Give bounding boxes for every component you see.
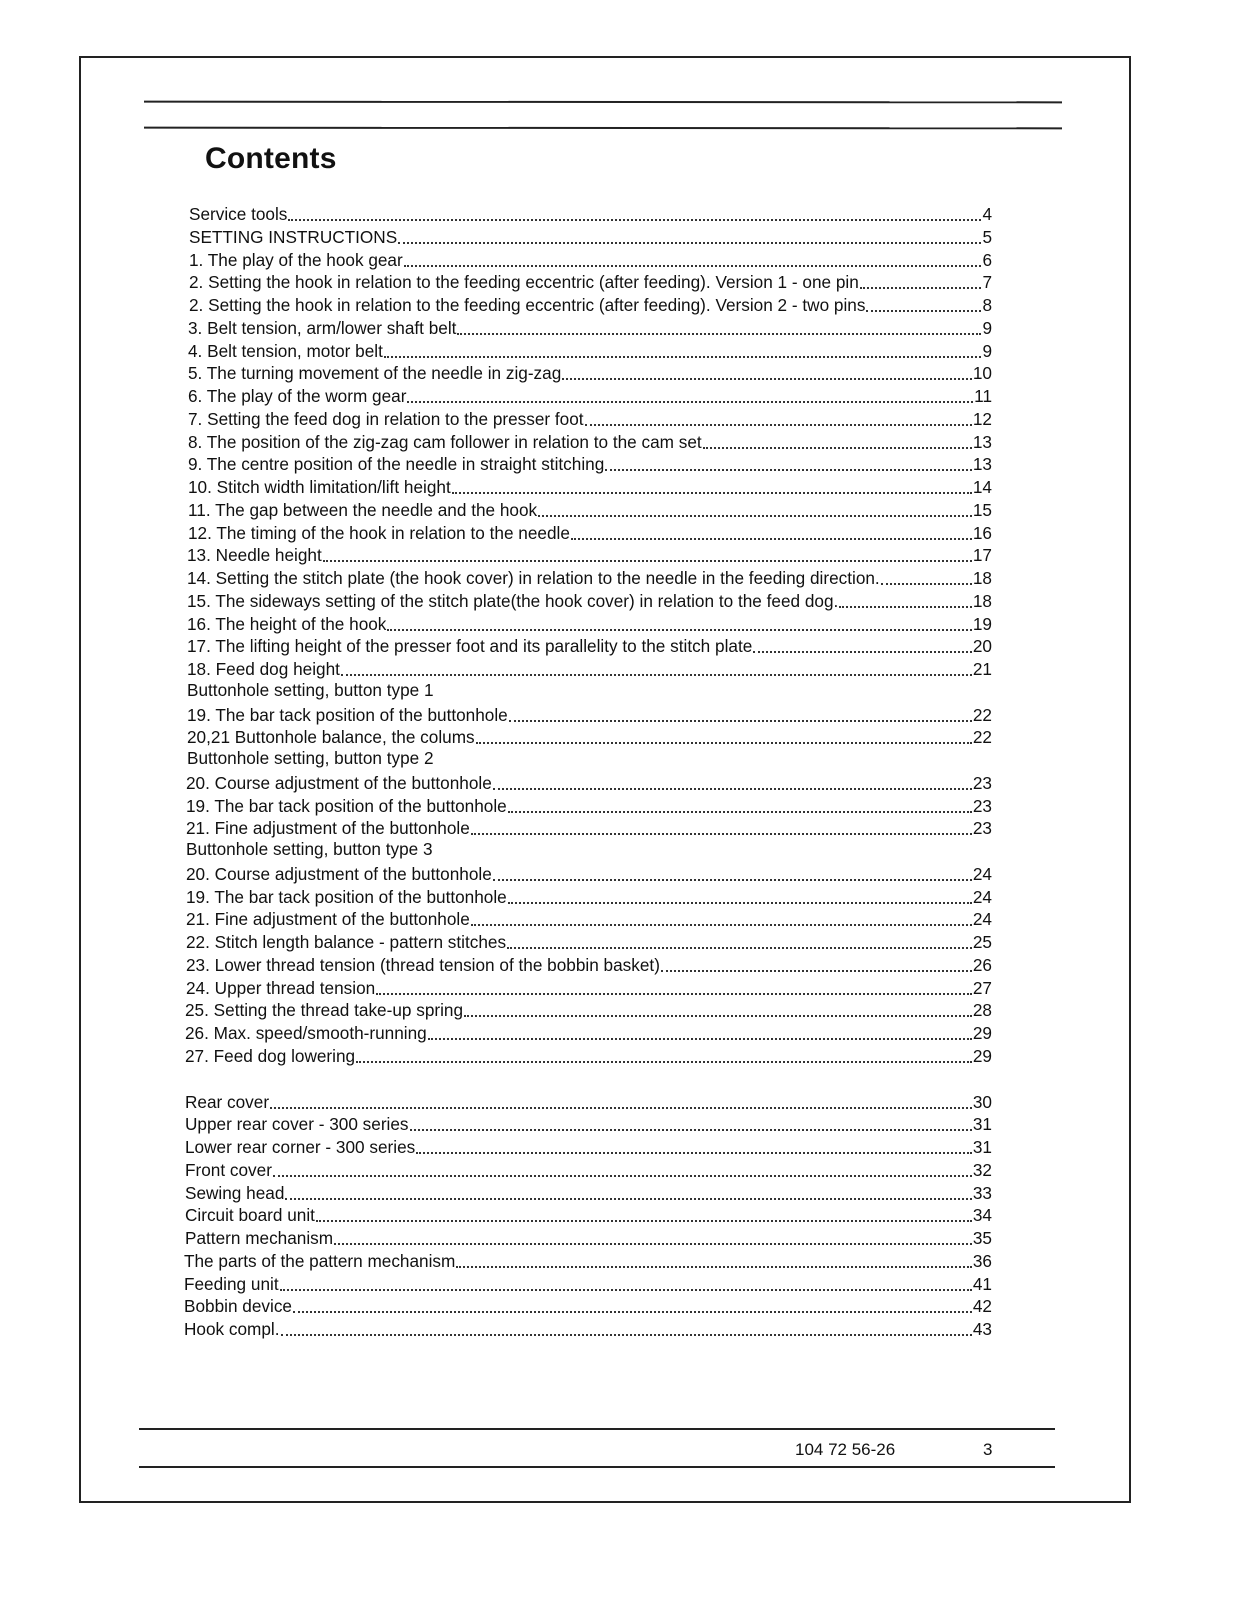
toc-entry-title: 17. The lifting height of the presser foot and its parallelity to the stitch plate [187, 636, 753, 657]
dot-leader [508, 901, 972, 904]
toc-entry-title: Hook compl. [184, 1319, 280, 1339]
toc-entry[interactable] [185, 1181, 992, 1203]
toc-entry-title: Bobbin device [184, 1296, 292, 1317]
page-number: 3 [983, 1440, 993, 1459]
toc-entry-title: 26. Max. speed/smooth-running [185, 1023, 427, 1043]
dot-leader [703, 446, 972, 449]
dot-leader [288, 218, 981, 221]
toc-entry[interactable] [186, 930, 992, 952]
document-number: 104 72 56-26 [795, 1440, 896, 1459]
toc-entry-page: 43 [972, 1319, 992, 1339]
toc-entry-title: 12. The timing of the hook in relation to the needle [188, 522, 570, 543]
toc-entry-page: 26 [972, 954, 992, 975]
toc-entry-title: 2. Setting the hook in relation to the feeding eccentric (after feeding). Version 2 - two pins [189, 295, 866, 315]
dot-leader [323, 559, 972, 562]
toc-entry-page: 12 [972, 408, 992, 429]
toc-entry-page: 34 [972, 1205, 992, 1226]
toc-entry-page: 27 [972, 977, 992, 998]
dot-leader [293, 1310, 972, 1313]
toc-entry-title: 18. Feed dog height [187, 659, 340, 679]
toc-entry[interactable] [188, 452, 992, 474]
toc-entry-page: 11 [974, 386, 992, 406]
dot-leader [585, 423, 972, 426]
toc-entry-title: Circuit board unit [185, 1205, 315, 1226]
toc-entry-page: 6 [982, 249, 992, 270]
dot-leader [881, 582, 972, 585]
toc-entry[interactable] [187, 543, 992, 565]
toc-entry-title: 1. The play of the hook gear [189, 249, 403, 270]
toc-entry[interactable] [188, 430, 992, 452]
toc-entry[interactable] [187, 634, 992, 656]
dot-leader [571, 537, 972, 540]
toc-entry[interactable] [186, 862, 992, 884]
toc-entry-title: Rear cover [185, 1091, 270, 1112]
toc-entry[interactable] [185, 1021, 992, 1043]
toc-entry-title: 6. The play of the worm gear [188, 386, 407, 406]
toc-entry-title: 19. The bar tack position of the buttonhole [187, 704, 508, 725]
dot-leader [407, 400, 973, 403]
toc-entry-title: 8. The position of the zig-zag cam follower in relation to the cam set [188, 431, 702, 452]
toc-entry-page: 15 [972, 499, 992, 520]
toc-entry[interactable] [187, 703, 992, 725]
toc-entry-page: 29 [972, 1045, 992, 1066]
toc-entry-page: 23 [972, 772, 992, 793]
toc-entry-title: 25. Setting the thread take-up spring [185, 1000, 464, 1021]
toc-entry-page: 23 [972, 795, 992, 816]
toc-entry-title: Service tools [189, 204, 288, 224]
toc-entry-title: 23. Lower thread tension (thread tension of the bobbin basket) [186, 954, 660, 975]
toc-entry[interactable] [188, 498, 992, 520]
toc-entry-title: Upper rear cover - 300 series [185, 1114, 409, 1135]
toc-entry-page: 24 [972, 886, 992, 907]
dot-leader [509, 719, 972, 722]
dot-leader [508, 810, 972, 813]
toc-entry-page: 31 [972, 1114, 992, 1135]
toc-entry-page: 28 [972, 1000, 992, 1021]
toc-entry[interactable] [185, 1226, 992, 1248]
toc-entry-title: 20,21 Buttonhole balance, the colums [187, 727, 475, 748]
toc-entry-title: 27. Feed dog lowering [185, 1045, 356, 1066]
toc-entry[interactable] [188, 384, 992, 406]
dot-leader [493, 787, 972, 790]
toc-entry-title: 13. Needle height [187, 545, 322, 566]
dot-leader [273, 1174, 972, 1177]
toc-entry-page: 31 [972, 1137, 992, 1157]
toc-entry-title: Sewing head [185, 1182, 285, 1203]
footer-rule-bottom [139, 1466, 1055, 1468]
toc-entry-page: 14 [972, 477, 992, 497]
toc-entry[interactable] [185, 1135, 992, 1157]
toc-entry-page: 23 [972, 818, 992, 839]
dot-leader [866, 309, 981, 312]
toc-entry-page: 25 [972, 932, 992, 952]
toc-section-heading: Buttonhole setting, button type 2 [187, 748, 434, 768]
toc-entry-page: 42 [972, 1296, 992, 1317]
footer-rule-top [139, 1428, 1055, 1430]
dot-leader [416, 1151, 972, 1154]
toc-entry-title: 5. The turning movement of the needle in zig-zag [188, 363, 562, 384]
toc-entry-page: 22 [972, 727, 992, 748]
dot-leader [471, 923, 972, 926]
toc-entry-title: 2. Setting the hook in relation to the feeding eccentric (after feeding). Version 1 - one pin [189, 272, 859, 293]
toc-entry[interactable] [187, 725, 992, 747]
toc-entry[interactable] [187, 612, 992, 634]
toc-entry-title: 7. Setting the feed dog in relation to the presser foot [188, 408, 584, 429]
toc-entry-title: 4. Belt tension, motor belt [188, 340, 383, 361]
dot-leader [404, 264, 982, 267]
dot-leader [507, 946, 972, 949]
toc-entry-page: 22 [972, 704, 992, 725]
toc-entry-title: 15. The sideways setting of the stitch plate(the hook cover) in relation to the feed dog. [187, 590, 839, 611]
toc-entry-title: SETTING INSTRUCTIONS [189, 226, 398, 247]
toc-entry-page: 18 [972, 590, 992, 611]
toc-entry-page: 4 [982, 204, 992, 224]
dot-leader [457, 332, 981, 335]
toc-entry-page: 9 [982, 317, 992, 338]
toc-entry-page: 16 [972, 522, 992, 543]
toc-section-heading: Buttonhole setting, button type 1 [187, 679, 434, 700]
toc-entry[interactable] [185, 1158, 992, 1180]
toc-entry[interactable] [186, 771, 992, 793]
toc-entry-title: 3. Belt tension, arm/lower shaft belt [188, 317, 457, 338]
toc-entry[interactable] [184, 1272, 992, 1294]
toc-entry-title: 10. Stitch width limitation/lift height [188, 477, 451, 497]
toc-entry-title: 11. The gap between the needle and the hook [188, 499, 538, 520]
toc-entry-page: 24 [972, 863, 992, 884]
toc-section-heading: Buttonhole setting, button type 3 [186, 839, 433, 859]
toc-entry[interactable] [188, 475, 992, 497]
toc-entry-title: 21. Fine adjustment of the buttonhole [186, 909, 470, 930]
toc-entry-title: 16. The height of the hook [187, 613, 387, 634]
dot-leader [341, 673, 972, 676]
toc-entry-title: 14. Setting the stitch plate (the hook cover) in relation to the needle in the feeding direction. [187, 568, 880, 588]
dot-leader [280, 1288, 972, 1291]
dot-leader [387, 628, 971, 631]
dot-leader [471, 832, 972, 835]
toc-entry-page: 8 [982, 295, 992, 315]
toc-entry-page: 20 [972, 636, 992, 657]
toc-entry-title: Lower rear corner - 300 series [185, 1137, 416, 1157]
toc-entry[interactable] [187, 657, 992, 679]
toc-entry-page: 21 [972, 659, 992, 679]
toc-entry[interactable] [187, 566, 992, 588]
toc-entry[interactable] [188, 361, 992, 383]
toc-entry[interactable] [186, 907, 992, 929]
toc-entry-page: 41 [972, 1273, 992, 1294]
toc-entry[interactable] [184, 1249, 992, 1271]
toc-entry-title: The parts of the pattern mechanism [184, 1250, 456, 1271]
dot-leader [661, 969, 972, 972]
dot-leader [384, 355, 982, 358]
toc-entry[interactable] [186, 816, 992, 838]
toc-entry[interactable] [186, 885, 992, 907]
toc-entry-title: 24. Upper thread tension [186, 977, 376, 998]
dot-leader [839, 605, 972, 608]
toc-entry[interactable] [189, 248, 992, 270]
dot-leader [476, 741, 972, 744]
toc-entry-page: 10 [972, 363, 992, 384]
toc-entry[interactable] [185, 1090, 992, 1112]
toc-entry-page: 7 [982, 272, 992, 293]
toc-entry-title: 20. Course adjustment of the buttonhole [186, 863, 492, 884]
toc-entry-page: 29 [972, 1023, 992, 1043]
toc-entry[interactable] [184, 1317, 992, 1339]
toc-entry-page: 35 [972, 1228, 992, 1248]
dot-leader [605, 468, 972, 471]
toc-entry[interactable] [184, 1294, 992, 1316]
dot-leader [452, 491, 972, 494]
toc-entry-page: 32 [972, 1159, 992, 1180]
dot-leader [285, 1197, 971, 1200]
toc-entry[interactable] [188, 316, 992, 338]
dot-leader [464, 1014, 972, 1017]
toc-entry-title: Front cover [185, 1159, 272, 1180]
toc-entry[interactable] [186, 794, 992, 816]
toc-entry-title: 21. Fine adjustment of the buttonhole [186, 818, 470, 839]
toc-entry-page: 24 [972, 909, 992, 930]
dot-leader [316, 1219, 972, 1222]
toc-entry-title: Pattern mechanism [185, 1228, 334, 1248]
toc-entry[interactable] [186, 976, 992, 998]
dot-leader [376, 992, 972, 995]
toc-entry[interactable] [189, 202, 992, 224]
dot-leader [753, 650, 972, 653]
dot-leader [281, 1333, 972, 1336]
toc-entry-page: 13 [972, 431, 992, 452]
dot-leader [410, 1128, 972, 1131]
toc-entry[interactable] [188, 407, 992, 429]
toc-entry[interactable] [188, 339, 992, 361]
toc-entry[interactable] [189, 293, 992, 315]
toc-entry-page: 13 [972, 454, 992, 475]
toc-entry[interactable] [188, 521, 992, 543]
toc-entry-title: 19. The bar tack position of the buttonhole [186, 886, 507, 907]
dot-leader [562, 377, 972, 380]
dot-leader [860, 286, 982, 289]
toc-entry-page: 33 [972, 1182, 992, 1203]
toc-entry[interactable] [187, 589, 992, 611]
toc-entry-page: 30 [972, 1091, 992, 1112]
toc-entry[interactable] [185, 1044, 992, 1066]
toc-entry-page: 19 [972, 613, 992, 634]
toc-entry[interactable] [185, 1112, 992, 1134]
dot-leader [334, 1242, 972, 1245]
dot-leader [356, 1060, 972, 1063]
toc-entry-title: Feeding unit [184, 1273, 279, 1294]
toc-entry-title: 22. Stitch length balance - pattern stitches [186, 932, 507, 952]
dot-leader [428, 1037, 972, 1040]
dot-leader [270, 1106, 972, 1109]
dot-leader [493, 878, 972, 881]
toc-entry[interactable] [189, 225, 992, 247]
dot-leader [456, 1265, 972, 1268]
toc-entry[interactable] [185, 998, 992, 1020]
toc-entry-page: 5 [982, 226, 992, 247]
page-title: Contents [205, 142, 337, 175]
toc-entry-title: 19. The bar tack position of the buttonhole [186, 795, 507, 816]
toc-entry-page: 17 [972, 545, 992, 566]
toc-entry-title: 9. The centre position of the needle in straight stitching [188, 454, 605, 475]
toc-entry-page: 9 [982, 340, 992, 361]
toc-entry-title: 20. Course adjustment of the buttonhole [186, 772, 492, 793]
toc-entry-page: 36 [972, 1250, 992, 1271]
toc-entry[interactable] [186, 953, 992, 975]
toc-entry-page: 18 [972, 568, 992, 588]
dot-leader [398, 241, 981, 244]
toc-entry[interactable] [185, 1203, 992, 1225]
toc-entry[interactable] [189, 270, 992, 292]
dot-leader [538, 514, 972, 517]
